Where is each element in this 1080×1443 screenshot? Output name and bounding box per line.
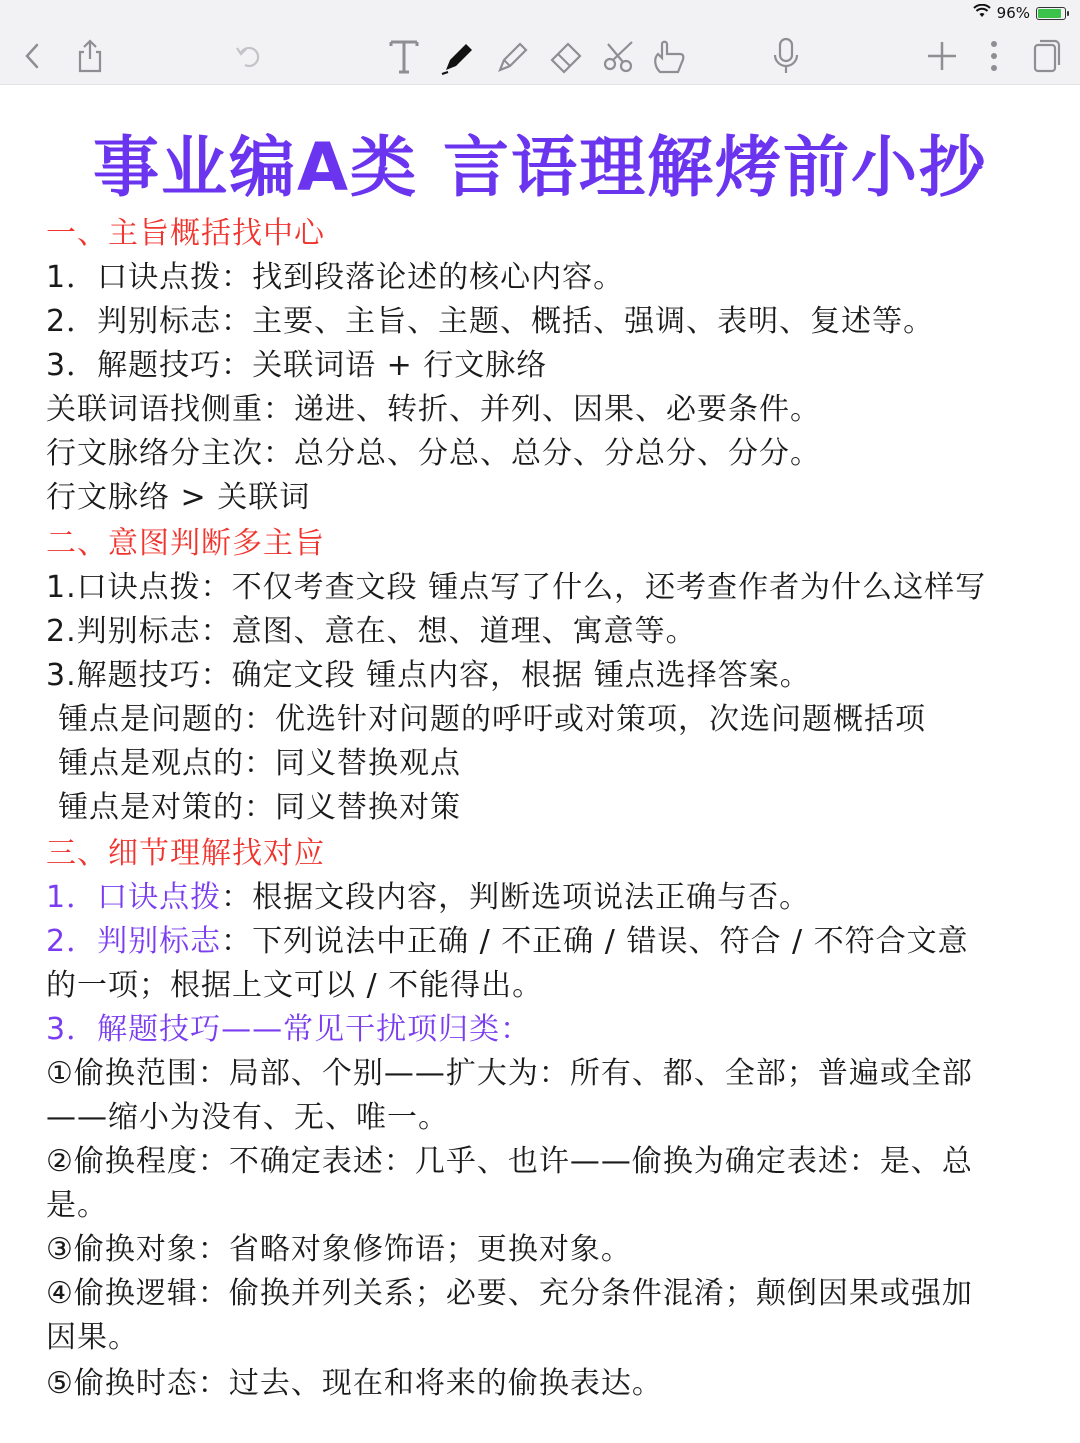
highlighter-icon[interactable] bbox=[490, 34, 534, 78]
s3-item-4b: 因果。 bbox=[46, 1320, 139, 1355]
s3-item-3: ③偷换对象：省略对象修饰语；更换对象。 bbox=[46, 1232, 632, 1267]
s2-line-2: 2.判别标志：意图、意在、想、道理、寓意等。 bbox=[46, 614, 697, 649]
battery-icon bbox=[1036, 7, 1066, 20]
s3-line-1 bbox=[46, 878, 810, 918]
s3-line-2 bbox=[46, 922, 969, 962]
section-1-heading: 一、主旨概括找中心 bbox=[46, 216, 325, 251]
s1-line-2: 2．判别标志：主要、主旨、主题、概括、强调、表明、复述等。 bbox=[46, 304, 935, 339]
page-title: 事业编A类 言语理解烤前小抄 bbox=[92, 129, 988, 206]
chevron-left-icon[interactable] bbox=[10, 34, 54, 78]
more-icon[interactable] bbox=[972, 34, 1016, 78]
section-2-heading: 二、意图判断多主旨 bbox=[46, 526, 325, 561]
toolbar bbox=[0, 26, 1080, 85]
finger-icon[interactable] bbox=[648, 34, 692, 78]
s2-line-4: 锺点是问题的：优选针对问题的呼吁或对策项，次选问题概括项 bbox=[58, 702, 926, 737]
s3-text-1: ：根据文段内容，判断选项说法正确与否。 bbox=[221, 880, 811, 915]
pen-icon[interactable] bbox=[436, 34, 480, 78]
s2-line-3: 3.解题技巧：确定文段 锺点内容，根据 锺点选择答案。 bbox=[46, 658, 811, 693]
section-3-heading: 三、细节理解找对应 bbox=[46, 836, 325, 871]
s3-item-1a: ①偷换范围：局部、个别——扩大为：所有、都、全部；普遍或全部 bbox=[46, 1056, 973, 1091]
s3-item-5: ⑤偷换时态：过去、现在和将来的偷换表达。 bbox=[46, 1366, 663, 1401]
text-tool-icon[interactable] bbox=[382, 34, 426, 78]
wifi-icon bbox=[973, 4, 991, 22]
microphone-icon[interactable] bbox=[764, 34, 808, 78]
s2-line-5: 锺点是观点的：同义替换观点 bbox=[58, 746, 461, 781]
s1-line-1: 1．口诀点拨：找到段落论述的核心内容。 bbox=[46, 260, 625, 295]
s3-item-2a: ②偷换程度：不确定表述：几乎、也许——偷换为确定表述：是、总 bbox=[46, 1144, 973, 1179]
s2-line-1: 1.口诀点拨：不仅考查文段 锺点写了什么，还考查作者为什么这样写 bbox=[46, 570, 987, 605]
lasso-icon[interactable] bbox=[598, 34, 642, 78]
s3-text-2: ：下列说法中正确 / 不正确 / 错误、符合 / 不符合文意 bbox=[221, 924, 969, 959]
s1-line-3: 3．解题技巧：关联词语 + 行文脉络 bbox=[46, 348, 548, 383]
s3-item-4a: ④偷换逻辑：偷换并列关系；必要、充分条件混淆；颠倒因果或强加 bbox=[46, 1276, 973, 1311]
s3-line-3: 3．解题技巧——常见干扰项归类： bbox=[46, 1012, 532, 1047]
undo-icon[interactable] bbox=[226, 34, 270, 78]
s3-item-1b: ——缩小为没有、无、唯一。 bbox=[46, 1100, 449, 1135]
s3-line-2b: 的一项；根据上文可以 / 不能得出。 bbox=[46, 968, 544, 1003]
s1-line-4: 关联词语找侧重：递进、转折、并列、因果、必要条件。 bbox=[46, 392, 821, 427]
share-icon[interactable] bbox=[68, 34, 112, 78]
eraser-icon[interactable] bbox=[544, 34, 588, 78]
s2-line-6: 锺点是对策的：同义替换对策 bbox=[58, 790, 461, 825]
battery-percent: 96% bbox=[996, 4, 1030, 22]
s1-line-6: 行文脉络 > 关联词 bbox=[46, 480, 311, 515]
s3-item-2b: 是。 bbox=[46, 1188, 108, 1223]
s3-label-2: 2．判别标志 bbox=[46, 924, 222, 959]
add-icon[interactable] bbox=[920, 34, 964, 78]
status-bar bbox=[0, 0, 1080, 26]
pages-icon[interactable] bbox=[1024, 34, 1068, 78]
s1-line-5: 行文脉络分主次：总分总、分总、总分、分总分、分分。 bbox=[46, 436, 821, 471]
status-indicators bbox=[973, 3, 1066, 23]
s3-label-1: 1．口诀点拨 bbox=[46, 880, 222, 915]
